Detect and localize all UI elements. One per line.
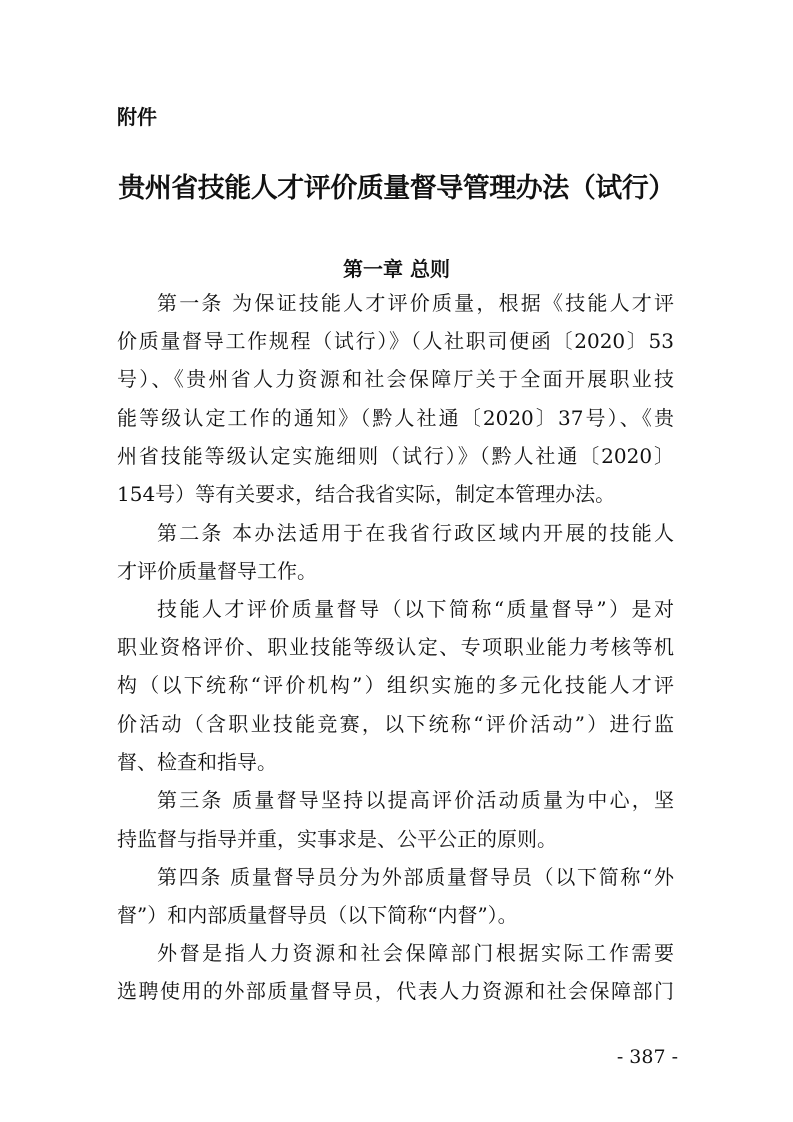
body-line: 154号）等有关要求，结合我省实际，制定本管理办法。 — [117, 482, 616, 506]
body-line: 州省技能等级认定实施细则（试行）》（黔人社通〔2020〕 — [117, 444, 674, 468]
chapter-heading: 第一章 总则 — [343, 257, 450, 281]
body-line: 督”）和内部质量督导员（以下简称“内督”）。 — [117, 903, 518, 927]
attachment-label: 附件 — [117, 105, 157, 129]
body-line: 能等级认定工作的通知》（黔人社通〔2020〕37号）、《贵 — [117, 406, 674, 430]
body-line: 技能人才评价质量督导（以下简称“质量督导”）是对 — [157, 597, 674, 621]
body-line: 第三条 质量督导坚持以提高评价活动质量为中心，坚 — [157, 788, 674, 812]
body-line: 价活动（含职业技能竞赛，以下统称“评价活动”）进行监 — [117, 712, 674, 736]
body-line: 第一条 为保证技能人才评价质量，根据《技能人才评 — [157, 291, 674, 315]
body-line: 督、检查和指导。 — [117, 750, 277, 774]
body-line: 号）、《贵州省人力资源和社会保障厅关于全面开展职业技 — [117, 367, 674, 391]
body-line: 第二条 本办法适用于在我省行政区域内开展的技能人 — [157, 521, 674, 545]
body-line: 才评价质量督导工作。 — [117, 559, 317, 583]
body-line: 持监督与指导并重，实事求是、公平公正的原则。 — [117, 827, 557, 851]
body-line: 职业资格评价、职业技能等级认定、专项职业能力考核等机 — [117, 635, 674, 659]
body-line: 构（以下统称“评价机构”）组织实施的多元化技能人才评 — [117, 673, 674, 697]
page-number: - 387 - — [616, 1046, 678, 1068]
body-line: 价质量督导工作规程（试行）》（人社职司便函〔2020〕53 — [117, 329, 674, 353]
body-line: 第四条 质量督导员分为外部质量督导员（以下简称“外 — [157, 865, 674, 889]
body-line: 外督是指人力资源和社会保障部门根据实际工作需要 — [157, 941, 674, 965]
body-line: 选聘使用的外部质量督导员，代表人力资源和社会保障部门 — [117, 979, 674, 1003]
document-title: 贵州省技能人才评价质量督导管理办法（试行） — [118, 173, 675, 204]
